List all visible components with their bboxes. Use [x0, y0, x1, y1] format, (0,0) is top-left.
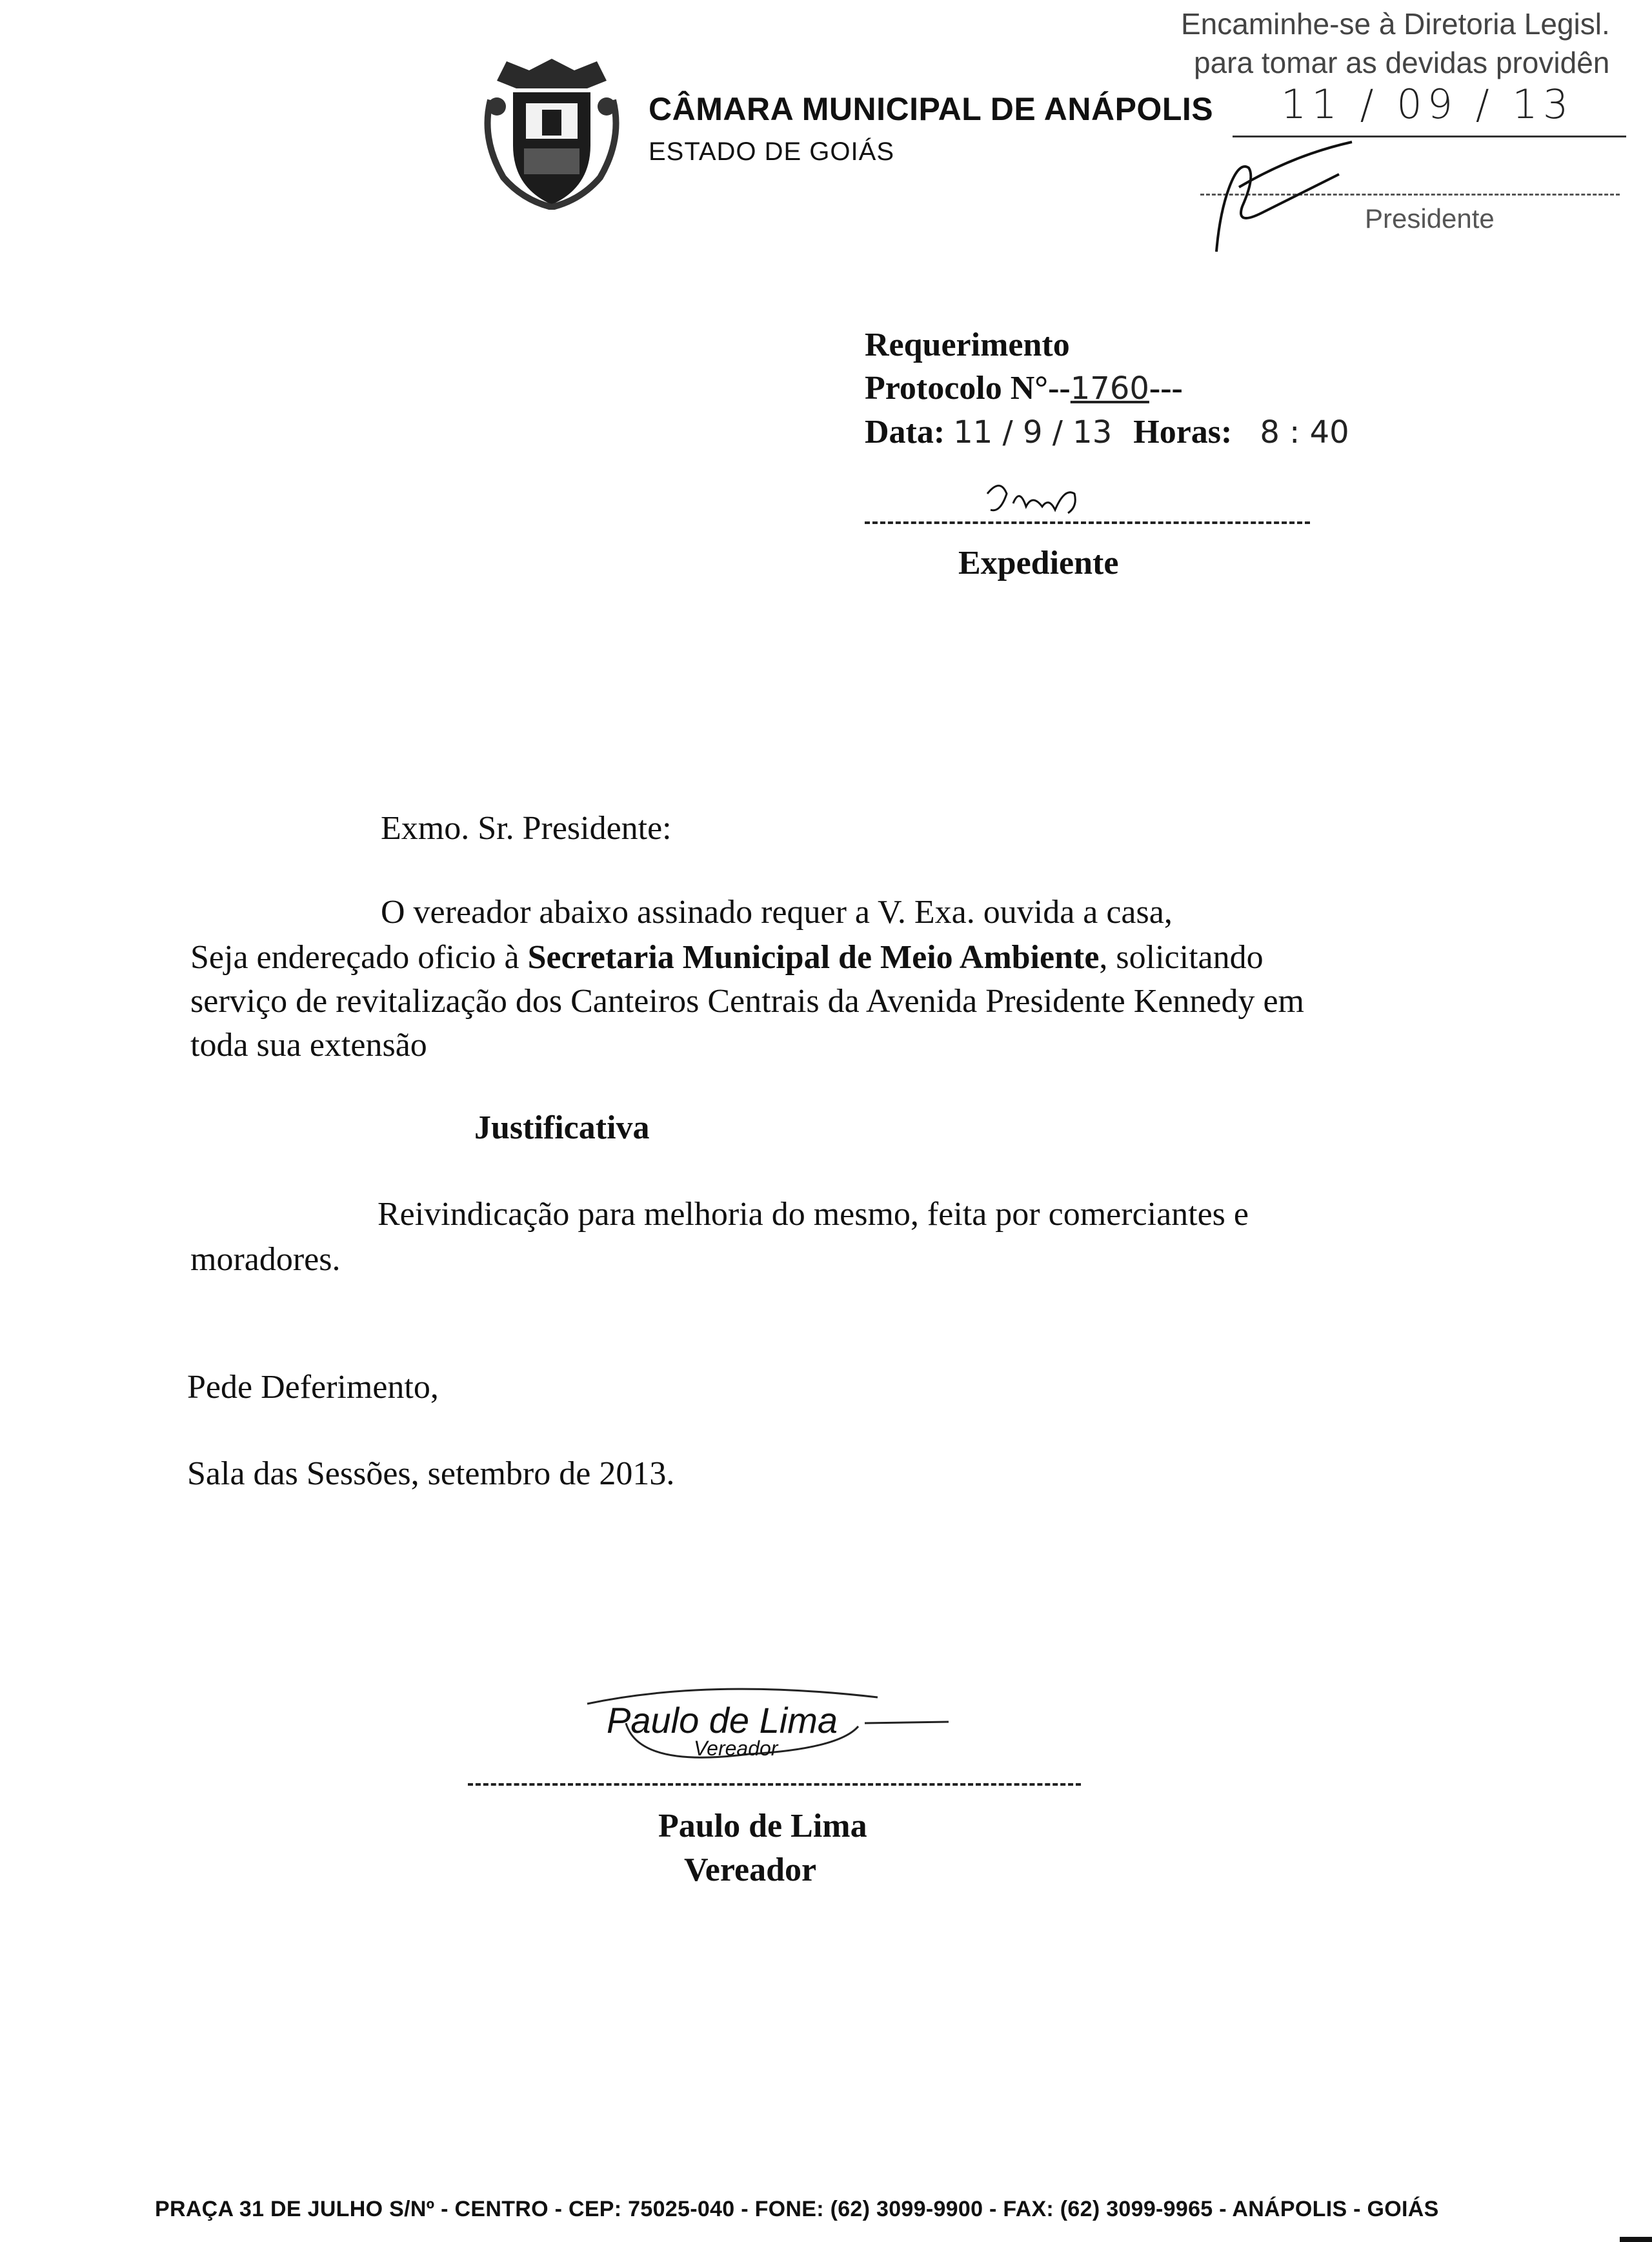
dispatch-stamp-role: Presidente — [1365, 203, 1495, 234]
justification-line-1: Reivindicação para melhoria do mesmo, feita por comerciantes e — [378, 1196, 1249, 1233]
date-value: 11 / 9 / 13 — [953, 414, 1113, 450]
expediente-signature-line — [865, 521, 1310, 524]
request-text-after: , solicitando — [1099, 939, 1264, 976]
request-paragraph-line-4: toda sua extensão — [190, 1027, 427, 1064]
president-signature-icon — [1191, 116, 1371, 258]
receiver-initials-icon — [981, 474, 1091, 526]
hours-label: Horas: — [1133, 414, 1233, 450]
dispatch-stamp-line-1: Encaminhe-se à Diretoria Legisl. — [1181, 7, 1610, 41]
signature-line — [468, 1783, 1081, 1786]
dispatch-stamp-date: 11 / 09 / 13 — [1281, 81, 1574, 128]
hours-value: 8 : 40 — [1260, 414, 1349, 450]
justification-line-2: moradores. — [190, 1241, 341, 1278]
scan-edge-mark — [1620, 2237, 1652, 2242]
signer-name: Paulo de Lima — [658, 1808, 867, 1844]
institution-state: ESTADO DE GOIÁS — [649, 137, 894, 166]
protocol-dashes: -- — [1048, 370, 1071, 407]
dispatch-stamp-line-2: para tomar as devidas providên — [1194, 46, 1610, 79]
date-label: Data: — [865, 414, 945, 450]
request-title: Requerimento — [865, 327, 1070, 363]
svg-text:Vereador: Vereador — [694, 1737, 778, 1760]
secretariat-name: Secretaria Municipal de Meio Ambiente — [527, 939, 1100, 976]
institution-name: CÂMARA MUNICIPAL DE ANÁPOLIS — [649, 91, 1214, 127]
municipal-crest-icon — [478, 55, 626, 210]
councilor-signature-stamp-icon — [581, 1678, 955, 1775]
date-row — [865, 413, 1349, 451]
request-text-before: Seja endereçado oficio à — [190, 939, 528, 976]
footer-address: PRAÇA 31 DE JULHO S/Nº - CENTRO - CEP: 75025-040 - FONE: (62) 3099-9900 - FAX: (62) 3099-9965 - ANÁPOLIS - GOIÁS — [155, 2197, 1439, 2221]
protocol-dashes-end: --- — [1149, 370, 1183, 407]
justification-title: Justificativa — [474, 1109, 650, 1146]
svg-text:Paulo de Lima: Paulo de Lima — [607, 1700, 838, 1741]
request-paragraph-line-1: O vereador abaixo assinado requer a V. Exa. ouvida a casa, — [381, 894, 1173, 931]
request-paragraph-line-2 — [190, 936, 1264, 980]
request-paragraph-line-3: serviço de revitalização dos Canteiros Centrais da Avenida Presidente Kennedy em — [190, 983, 1305, 1020]
place-and-date: Sala das Sessões, setembro de 2013. — [187, 1455, 675, 1492]
closing-request: Pede Deferimento, — [187, 1369, 439, 1406]
signer-role: Vereador — [684, 1852, 817, 1888]
expediente-label: Expediente — [958, 545, 1119, 581]
salutation: Exmo. Sr. Presidente: — [381, 810, 672, 847]
protocol-number-row — [865, 369, 1183, 407]
protocol-label: Protocolo N° — [865, 370, 1049, 407]
protocol-number: 1760 — [1070, 370, 1149, 407]
